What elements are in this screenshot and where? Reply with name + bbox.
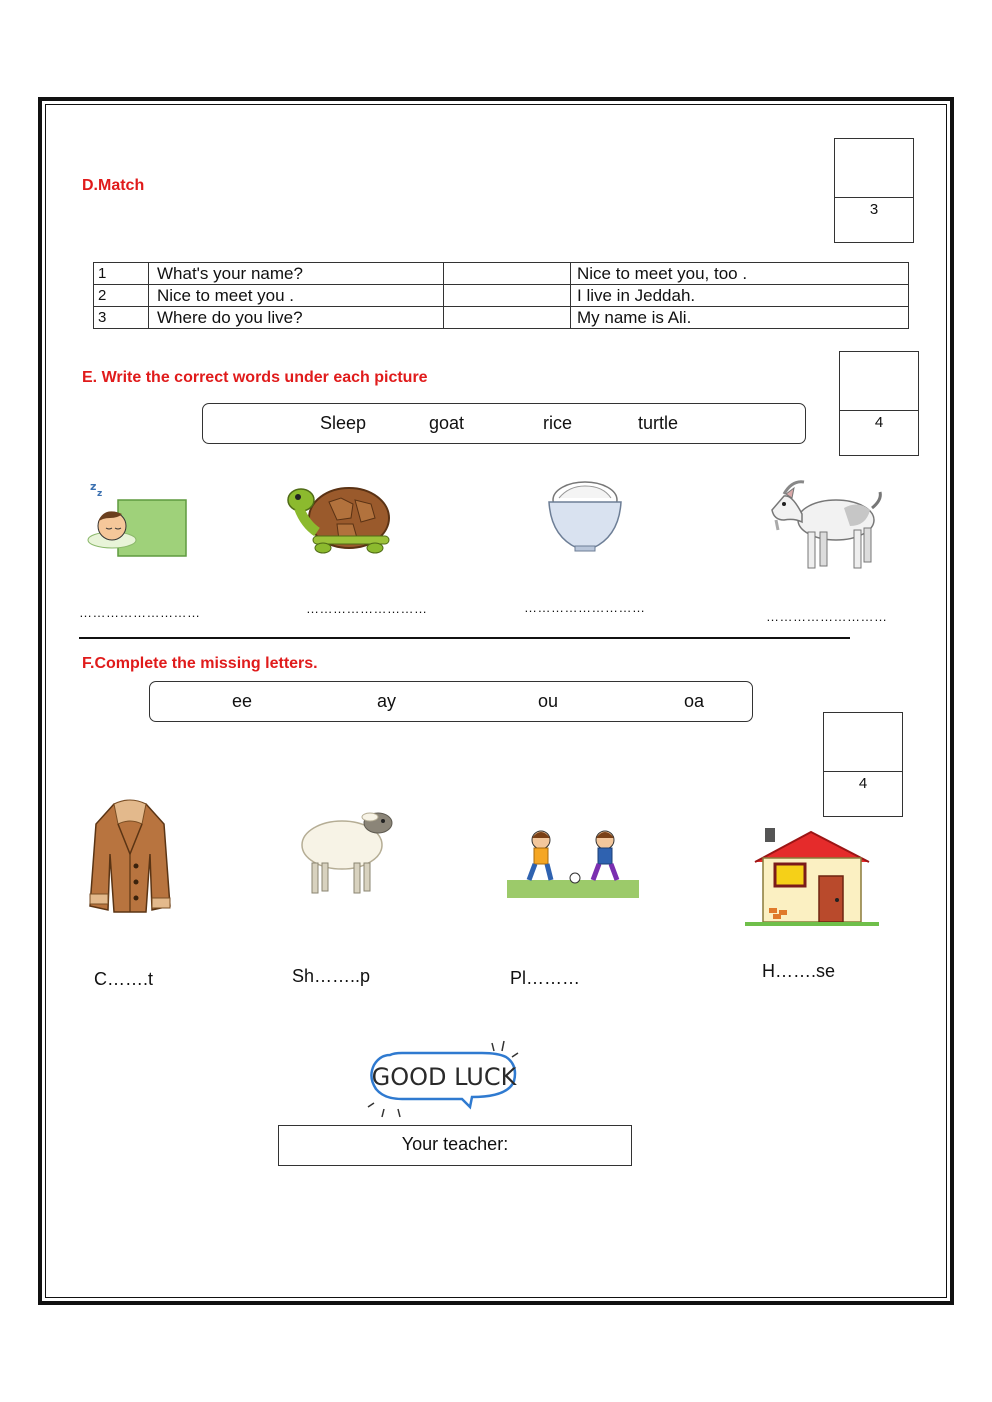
table-row <box>94 307 909 329</box>
answer-line[interactable]: ……………………… <box>306 601 428 616</box>
coat-image <box>88 794 172 916</box>
answer-line[interactable]: ……………………… <box>524 600 646 615</box>
answer-line[interactable]: ……………………… <box>766 609 888 624</box>
letter-bank-item: oa <box>684 691 705 711</box>
table-row <box>94 285 909 307</box>
word-bank-item: rice <box>543 413 573 433</box>
sleeping-boy-image <box>82 476 188 560</box>
answer-cell: I live in Jeddah. <box>571 285 909 307</box>
word-bank-item: goat <box>429 413 465 433</box>
question-cell: Nice to meet you . <box>149 285 444 307</box>
row-number: 3 <box>94 307 149 329</box>
section-f-score-box <box>823 712 903 817</box>
question-cell: What's your name? <box>149 263 444 285</box>
word-bank <box>202 403 806 444</box>
missing-letters-caption[interactable]: Sh……..p <box>292 966 371 986</box>
answer-cell: Nice to meet you, too . <box>571 263 909 285</box>
letter-bank <box>149 681 753 722</box>
answer-blank[interactable] <box>444 307 571 329</box>
children-playing-image <box>507 826 639 898</box>
row-number: 2 <box>94 285 149 307</box>
missing-letters-caption[interactable]: H…….se <box>762 961 836 981</box>
svg-text:z: z <box>97 489 103 499</box>
section-f-score: 4 <box>858 775 868 792</box>
question-cell: Where do you live? <box>149 307 444 329</box>
table-row <box>94 263 909 285</box>
goat-image <box>762 474 884 576</box>
row-number: 1 <box>94 263 149 285</box>
section-d-score-box <box>834 138 914 243</box>
letter-bank-item: ou <box>538 691 559 711</box>
section-f-heading: F.Complete the missing letters. <box>82 655 318 672</box>
house-image <box>745 828 879 928</box>
letter-bank-item: ee <box>232 691 253 711</box>
answer-cell: My name is Ali. <box>571 307 909 329</box>
rice-bowl-image <box>545 472 625 554</box>
section-d-score: 3 <box>869 201 879 218</box>
teacher-label: Your teacher: <box>401 1134 509 1154</box>
teacher-signature-box <box>278 1125 632 1166</box>
section-e-score-box <box>839 351 919 456</box>
section-d-heading: D.Match <box>82 177 145 194</box>
section-e-heading: E. Write the correct words under each picture <box>82 369 428 386</box>
match-table <box>93 262 909 329</box>
word-bank-item: turtle <box>638 413 679 433</box>
missing-letters-caption[interactable]: Pl……… <box>510 968 581 988</box>
sheep-image <box>298 799 398 899</box>
answer-line[interactable]: ……………………… <box>79 605 201 620</box>
good-luck-badge <box>362 1037 528 1119</box>
turtle-image <box>283 478 391 556</box>
word-bank-item: Sleep <box>320 413 367 433</box>
answer-blank[interactable] <box>444 285 571 307</box>
missing-letters-caption[interactable]: C…….t <box>94 969 154 989</box>
answer-blank[interactable] <box>444 263 571 285</box>
good-luck-text: GOOD LUCK <box>371 1063 517 1091</box>
letter-bank-item: ay <box>377 691 397 711</box>
svg-text:z: z <box>90 480 97 493</box>
section-divider <box>79 637 850 639</box>
section-e-score: 4 <box>874 414 884 431</box>
